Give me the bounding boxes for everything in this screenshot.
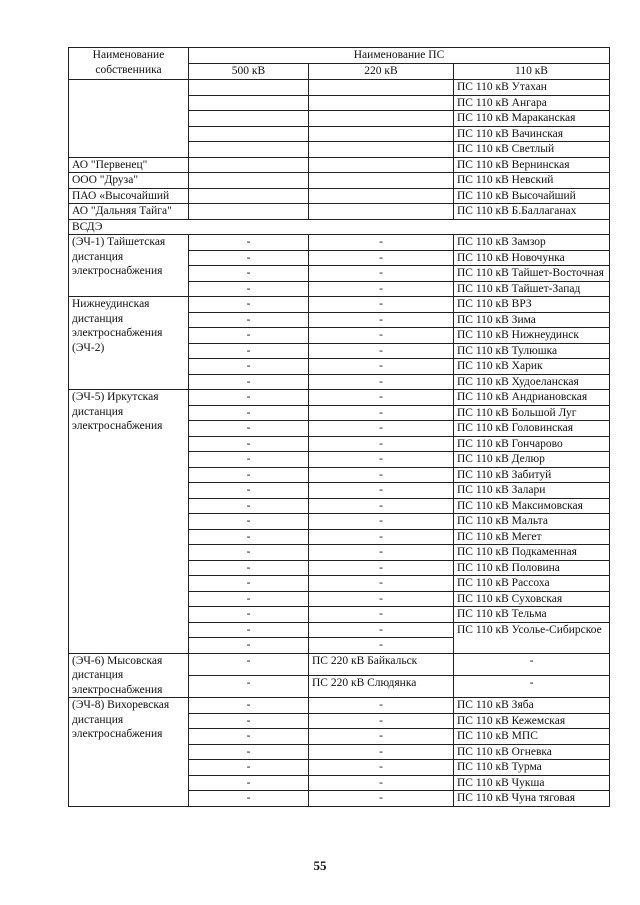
cell-500kv: - [189,343,309,359]
owner-cell: (ЭЧ-8) Вихоревская дистанция электроснабжения [69,698,189,807]
cell-220kv: - [309,343,454,359]
cell-220kv: - [309,483,454,499]
cell-220kv [309,188,454,204]
cell-500kv: - [189,328,309,344]
section-label: ВСДЭ [69,219,610,235]
cell-110kv: ПС 110 кВ Максимовская [454,498,610,514]
cell-110kv: ПС 110 кВ Тулюшка [454,343,610,359]
cell-220kv: - [309,235,454,251]
cell-220kv: - [309,328,454,344]
owner-header: Наименование собственника [69,48,189,80]
cell-110kv: ПС 110 кВ Чуна тяговая [454,791,610,807]
cell-500kv: - [189,483,309,499]
cell-110kv: ПС 110 кВ Зима [454,312,610,328]
cell-220kv: - [309,374,454,390]
voltage-500-header: 500 кВ [189,64,309,80]
cell-500kv: - [189,281,309,297]
cell-220kv: - [309,281,454,297]
owner-cell: (ЭЧ-1) Тайшетская дистанция электроснабжения [69,235,189,297]
cell-500kv: - [189,405,309,421]
cell-110kv: ПС 110 кВ Зяба [454,698,610,714]
cell-500kv: - [189,744,309,760]
cell-500kv: - [189,297,309,313]
cell-500kv: - [189,698,309,714]
cell-110kv: ПС 110 кВ Головинская [454,421,610,437]
table-row [69,297,610,313]
substation-header: Наименование ПС [189,48,610,64]
table-row [69,390,610,406]
cell-500kv: - [189,576,309,592]
cell-220kv: - [309,498,454,514]
cell-220kv: - [309,744,454,760]
cell-110kv: ПС 110 кВ МПС [454,729,610,745]
cell-500kv: - [189,374,309,390]
cell-500kv: - [189,514,309,530]
cell-500kv: - [189,498,309,514]
cell-220kv: - [309,607,454,623]
cell-500kv: - [189,467,309,483]
cell-220kv: - [309,760,454,776]
cell-110kv: ПС 110 кВ Рассоха [454,576,610,592]
cell-500kv: - [189,545,309,561]
cell-220kv: - [309,622,454,638]
cell-220kv: - [309,390,454,406]
cell-110kv: ПС 110 кВ Забитуй [454,467,610,483]
cell-220kv: - [309,250,454,266]
cell-110kv: ПС 110 кВ Мараканская [454,111,610,127]
cell-220kv: - [309,421,454,437]
cell-110kv: ПС 110 кВ Мегет [454,529,610,545]
cell-220kv: - [309,560,454,576]
cell-500kv: - [189,452,309,468]
cell-500kv: - [189,760,309,776]
cell-110kv: ПС 110 кВ Тайшет-Запад [454,281,610,297]
table-row [69,157,610,173]
cell-500kv [189,157,309,173]
cell-110kv: - [454,653,610,675]
owner-cell: (ЭЧ-6) Мысовская дистанция электроснабжения [69,653,189,698]
cell-110kv: ПС 110 кВ Ангара [454,95,610,111]
table-row [69,653,610,675]
cell-110kv: ПС 110 кВ Андриановская [454,390,610,406]
voltage-220-header: 220 кВ [309,64,454,80]
table-row [69,698,610,714]
cell-110kv: ПС 110 кВ Тельма [454,607,610,623]
cell-500kv: - [189,312,309,328]
cell-110kv: ПС 110 кВ Светлый [454,142,610,158]
cell-500kv: - [189,729,309,745]
cell-110kv: ПС 110 кВ Усолье-Сибирское [454,622,610,653]
cell-500kv: - [189,560,309,576]
cell-220kv: - [309,359,454,375]
cell-220kv: - [309,698,454,714]
cell-110kv: ПС 110 кВ Вернинская [454,157,610,173]
owner-cell [69,80,189,158]
cell-110kv: ПС 110 кВ Огневка [454,744,610,760]
cell-500kv [189,126,309,142]
cell-110kv: ПС 110 кВ Чукша [454,775,610,791]
cell-500kv: - [189,713,309,729]
cell-500kv: - [189,775,309,791]
cell-220kv [309,126,454,142]
cell-220kv [309,157,454,173]
table-row [69,80,610,96]
owner-cell: Нижнеудинская дистанция электроснабжения (ЭЧ-2) [69,297,189,390]
cell-110kv: ПС 110 кВ Нижнеудинск [454,328,610,344]
cell-110kv: ПС 110 кВ Вачинская [454,126,610,142]
cell-500kv: - [189,675,309,697]
cell-110kv: ПС 110 кВ Невский [454,173,610,189]
cell-220kv [309,80,454,96]
substations-table [68,47,610,807]
cell-500kv: - [189,390,309,406]
cell-220kv: - [309,529,454,545]
cell-110kv: ПС 110 кВ Утахан [454,80,610,96]
cell-110kv: ПС 110 кВ Б.Баллаганах [454,204,610,220]
cell-220kv: - [309,576,454,592]
cell-220kv: - [309,545,454,561]
table-row [69,235,610,251]
cell-220kv: ПС 220 кВ Слюдянка [309,675,454,697]
cell-220kv: - [309,405,454,421]
cell-110kv: ПС 110 кВ Новочунка [454,250,610,266]
cell-110kv: ПС 110 кВ ВРЗ [454,297,610,313]
cell-500kv [189,95,309,111]
cell-220kv: - [309,713,454,729]
cell-220kv: - [309,791,454,807]
cell-110kv: ПС 110 кВ Мальта [454,514,610,530]
cell-220kv: - [309,266,454,282]
cell-500kv: - [189,638,309,654]
cell-220kv [309,204,454,220]
cell-220kv: ПС 220 кВ Байкальск [309,653,454,675]
table-row [69,188,610,204]
cell-500kv: - [189,235,309,251]
cell-220kv: - [309,775,454,791]
cell-110kv: ПС 110 кВ Большой Луг [454,405,610,421]
owner-cell: ООО "Друза" [69,173,189,189]
cell-500kv: - [189,250,309,266]
cell-220kv: - [309,436,454,452]
cell-110kv: ПС 110 кВ Худоеланская [454,374,610,390]
cell-500kv: - [189,421,309,437]
owner-cell: АО "Дальняя Тайга" [69,204,189,220]
owner-cell: ПАО «Высочайший [69,188,189,204]
cell-220kv: - [309,591,454,607]
cell-500kv [189,142,309,158]
cell-500kv: - [189,622,309,638]
cell-110kv: ПС 110 кВ Половина [454,560,610,576]
cell-500kv: - [189,266,309,282]
cell-220kv: - [309,452,454,468]
cell-500kv [189,188,309,204]
owner-cell: (ЭЧ-5) Иркутская дистанция электроснабжения [69,390,189,654]
cell-220kv: - [309,514,454,530]
cell-220kv [309,95,454,111]
table-row [69,204,610,220]
cell-220kv [309,173,454,189]
cell-220kv: - [309,312,454,328]
cell-500kv: - [189,529,309,545]
page-number: 55 [313,858,327,873]
cell-220kv: - [309,638,454,654]
cell-110kv: ПС 110 кВ Кежемская [454,713,610,729]
cell-500kv: - [189,607,309,623]
cell-500kv [189,204,309,220]
cell-110kv: ПС 110 кВ Делюр [454,452,610,468]
cell-500kv [189,80,309,96]
cell-110kv: - [454,675,610,697]
owner-cell: АО "Первенец" [69,157,189,173]
cell-110kv: ПС 110 кВ Замзор [454,235,610,251]
cell-110kv: ПС 110 кВ Высочайший [454,188,610,204]
cell-110kv: ПС 110 кВ Турма [454,760,610,776]
cell-500kv [189,111,309,127]
cell-500kv: - [189,359,309,375]
table-body [69,80,610,807]
cell-220kv: - [309,729,454,745]
cell-500kv: - [189,436,309,452]
cell-500kv: - [189,653,309,675]
cell-220kv: - [309,467,454,483]
cell-500kv: - [189,591,309,607]
cell-110kv: ПС 110 кВ Залари [454,483,610,499]
cell-110kv: ПС 110 кВ Суховская [454,591,610,607]
cell-110kv: ПС 110 кВ Подкаменная [454,545,610,561]
cell-500kv: - [189,791,309,807]
voltage-110-header: 110 кВ [454,64,610,80]
table-row [69,219,610,235]
cell-220kv [309,111,454,127]
cell-500kv [189,173,309,189]
cell-110kv: ПС 110 кВ Гончарово [454,436,610,452]
cell-220kv: - [309,297,454,313]
table-row [69,173,610,189]
cell-220kv [309,142,454,158]
cell-110kv: ПС 110 кВ Тайшет-Восточная [454,266,610,282]
cell-110kv: ПС 110 кВ Харик [454,359,610,375]
